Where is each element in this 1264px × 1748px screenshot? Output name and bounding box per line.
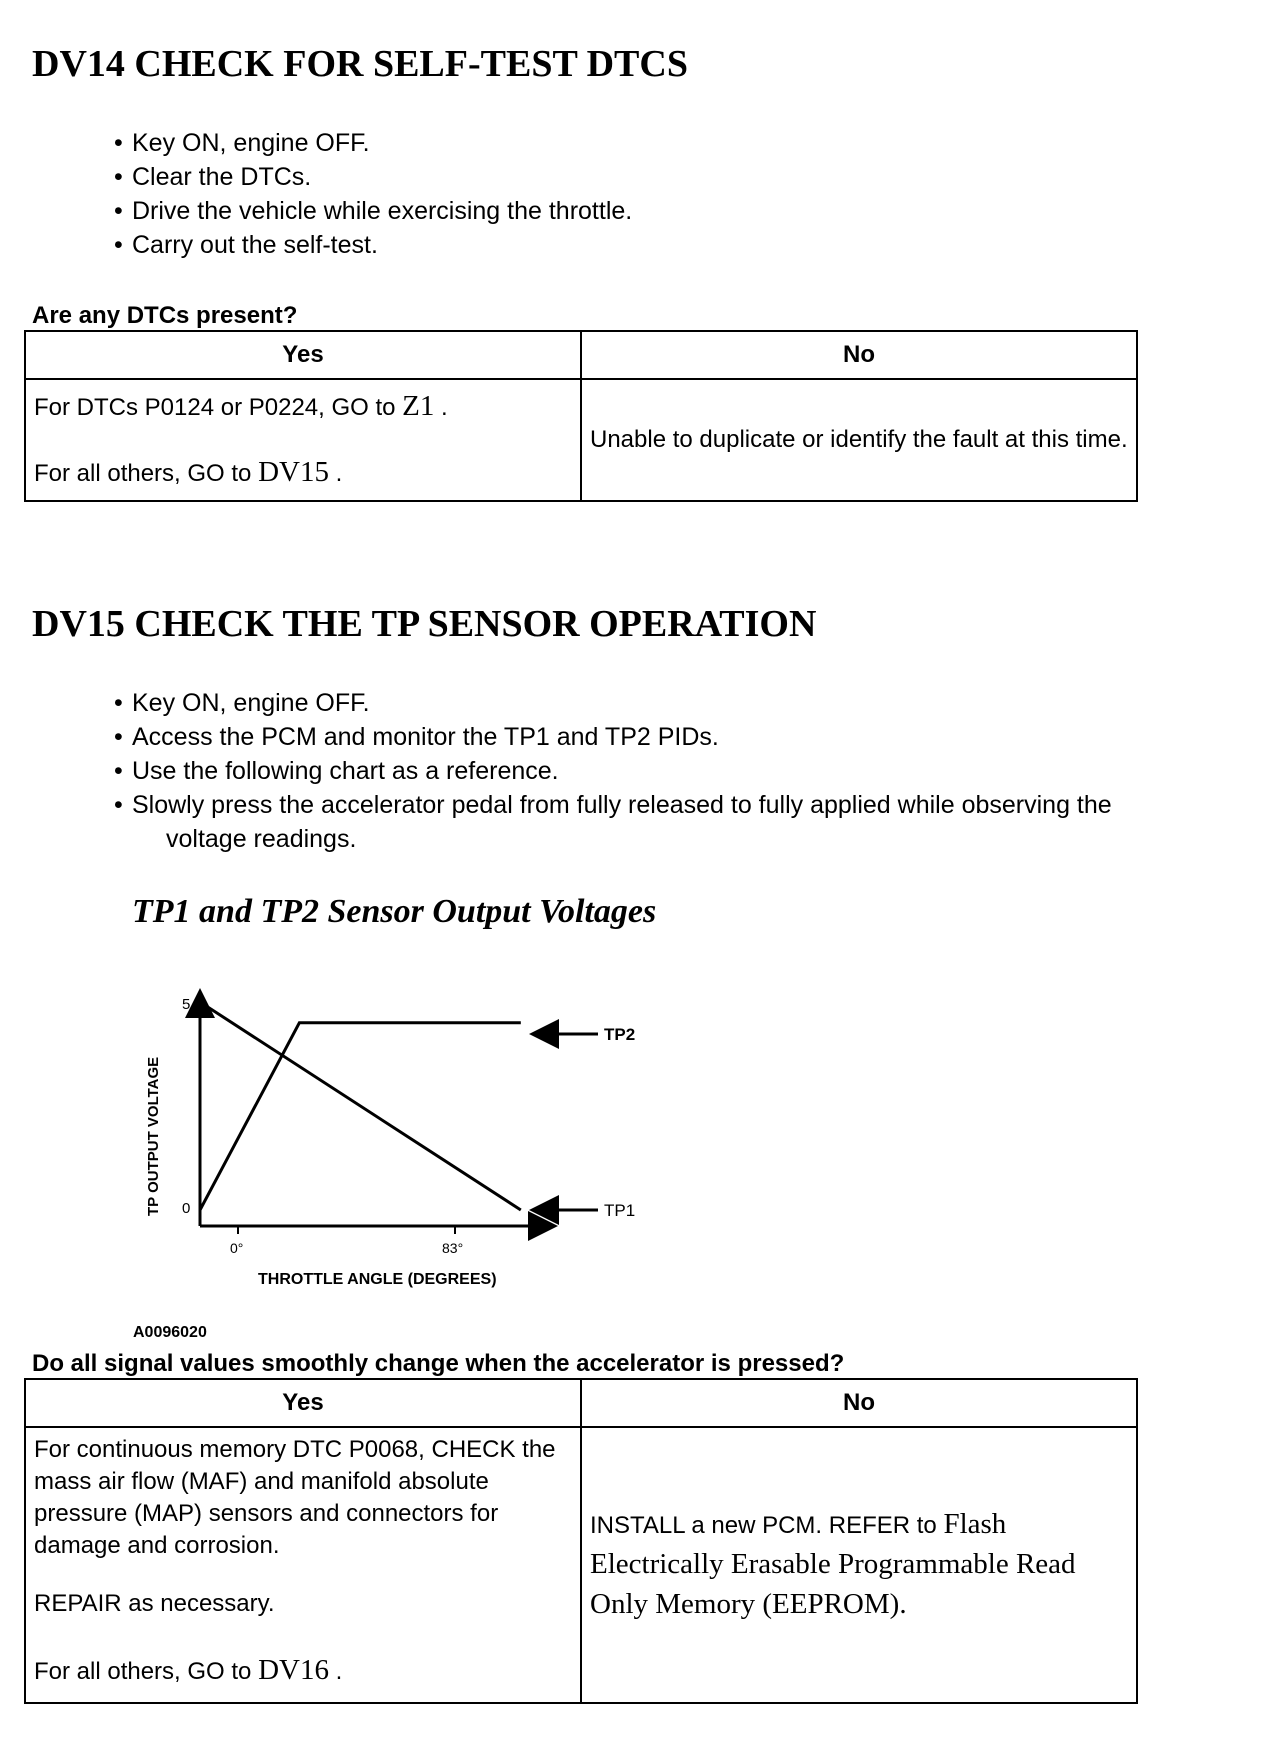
section1-table xyxy=(24,330,1138,502)
y-tick-0: 0 xyxy=(182,1200,191,1217)
no-cell: Unable to duplicate or identify the fault at this time. xyxy=(581,379,1137,501)
list-item: • Drive the vehicle while exercising the throttle. xyxy=(112,194,632,228)
figure-id: A0096020 xyxy=(133,1324,207,1341)
no-header: No xyxy=(581,331,1137,379)
link-z1[interactable]: Z1 xyxy=(402,390,435,422)
yes-para3-end: . xyxy=(328,1658,343,1685)
list-item: • Carry out the self-test. xyxy=(112,228,632,262)
section2-steps xyxy=(112,686,1112,856)
yes-line1-text: For DTCs P0124 or P0224, GO to xyxy=(34,394,403,421)
list-item xyxy=(112,788,1112,856)
yes-header: Yes xyxy=(25,331,581,379)
yes-header: Yes xyxy=(25,1379,581,1427)
x-axis-label: THROTTLE ANGLE (DEGREES) xyxy=(258,1271,497,1288)
x-tick-label-83: 83° xyxy=(442,1240,464,1256)
yes-cell xyxy=(25,1427,581,1703)
yes-para2: REPAIR as necessary. xyxy=(34,1590,275,1617)
list-item: • Use the following chart as a reference. xyxy=(112,754,1112,788)
yes-para1: For continuous memory DTC P0068, CHECK the mass air flow (MAF) and manifold absolute pressure (MAP) sensors and connectors for damage and corrosion. xyxy=(34,1436,556,1559)
chart-title: TP1 and TP2 Sensor Output Voltages xyxy=(132,893,657,930)
section1-question: Are any DTCs present? xyxy=(32,302,298,329)
yes-line1-end: . xyxy=(434,394,448,421)
yes-cell xyxy=(25,379,581,501)
list-item: • Key ON, engine OFF. xyxy=(112,126,632,160)
section2-question: Do all signal values smoothly change when the accelerator is pressed? xyxy=(32,1350,845,1377)
tp1-label: TP1 xyxy=(604,1201,636,1220)
tp2-line xyxy=(200,1023,521,1210)
x-tick-label-0: 0° xyxy=(230,1240,244,1256)
section1-title: DV14 CHECK FOR SELF-TEST DTCS xyxy=(32,43,688,85)
yes-line2-text: For all others, GO to xyxy=(34,460,259,487)
tp1-line xyxy=(200,1002,521,1210)
section2-title: DV15 CHECK THE TP SENSOR OPERATION xyxy=(32,603,817,645)
section2-table xyxy=(24,1378,1138,1704)
step4-line1: Slowly press the accelerator pedal from fully released to fully applied while observing the xyxy=(132,791,1112,819)
yes-para3-text: For all others, GO to xyxy=(34,1658,259,1685)
step4-line2: voltage readings. xyxy=(166,825,357,853)
yes-line2-end: . xyxy=(328,460,343,487)
link-dv15[interactable]: DV15 xyxy=(258,456,329,488)
no-text: INSTALL a new PCM. REFER to xyxy=(590,1512,944,1539)
y-axis-label: TP OUTPUT VOLTAGE xyxy=(145,1056,162,1216)
y-tick-5: 5 xyxy=(182,996,191,1013)
tp2-label: TP2 xyxy=(604,1025,636,1044)
tp-chart xyxy=(130,980,650,1300)
list-item: • Clear the DTCs. xyxy=(112,160,632,194)
link-eeprom[interactable]: Flash Electrically Erasable Programmable Read Only Memory (EEPROM). xyxy=(590,1508,1076,1620)
list-item: • Key ON, engine OFF. xyxy=(112,686,1112,720)
no-header: No xyxy=(581,1379,1137,1427)
list-item: • Access the PCM and monitor the TP1 and TP2 PIDs. xyxy=(112,720,1112,754)
no-cell xyxy=(581,1427,1137,1703)
section1-steps xyxy=(112,126,632,262)
link-dv16[interactable]: DV16 xyxy=(258,1654,329,1686)
